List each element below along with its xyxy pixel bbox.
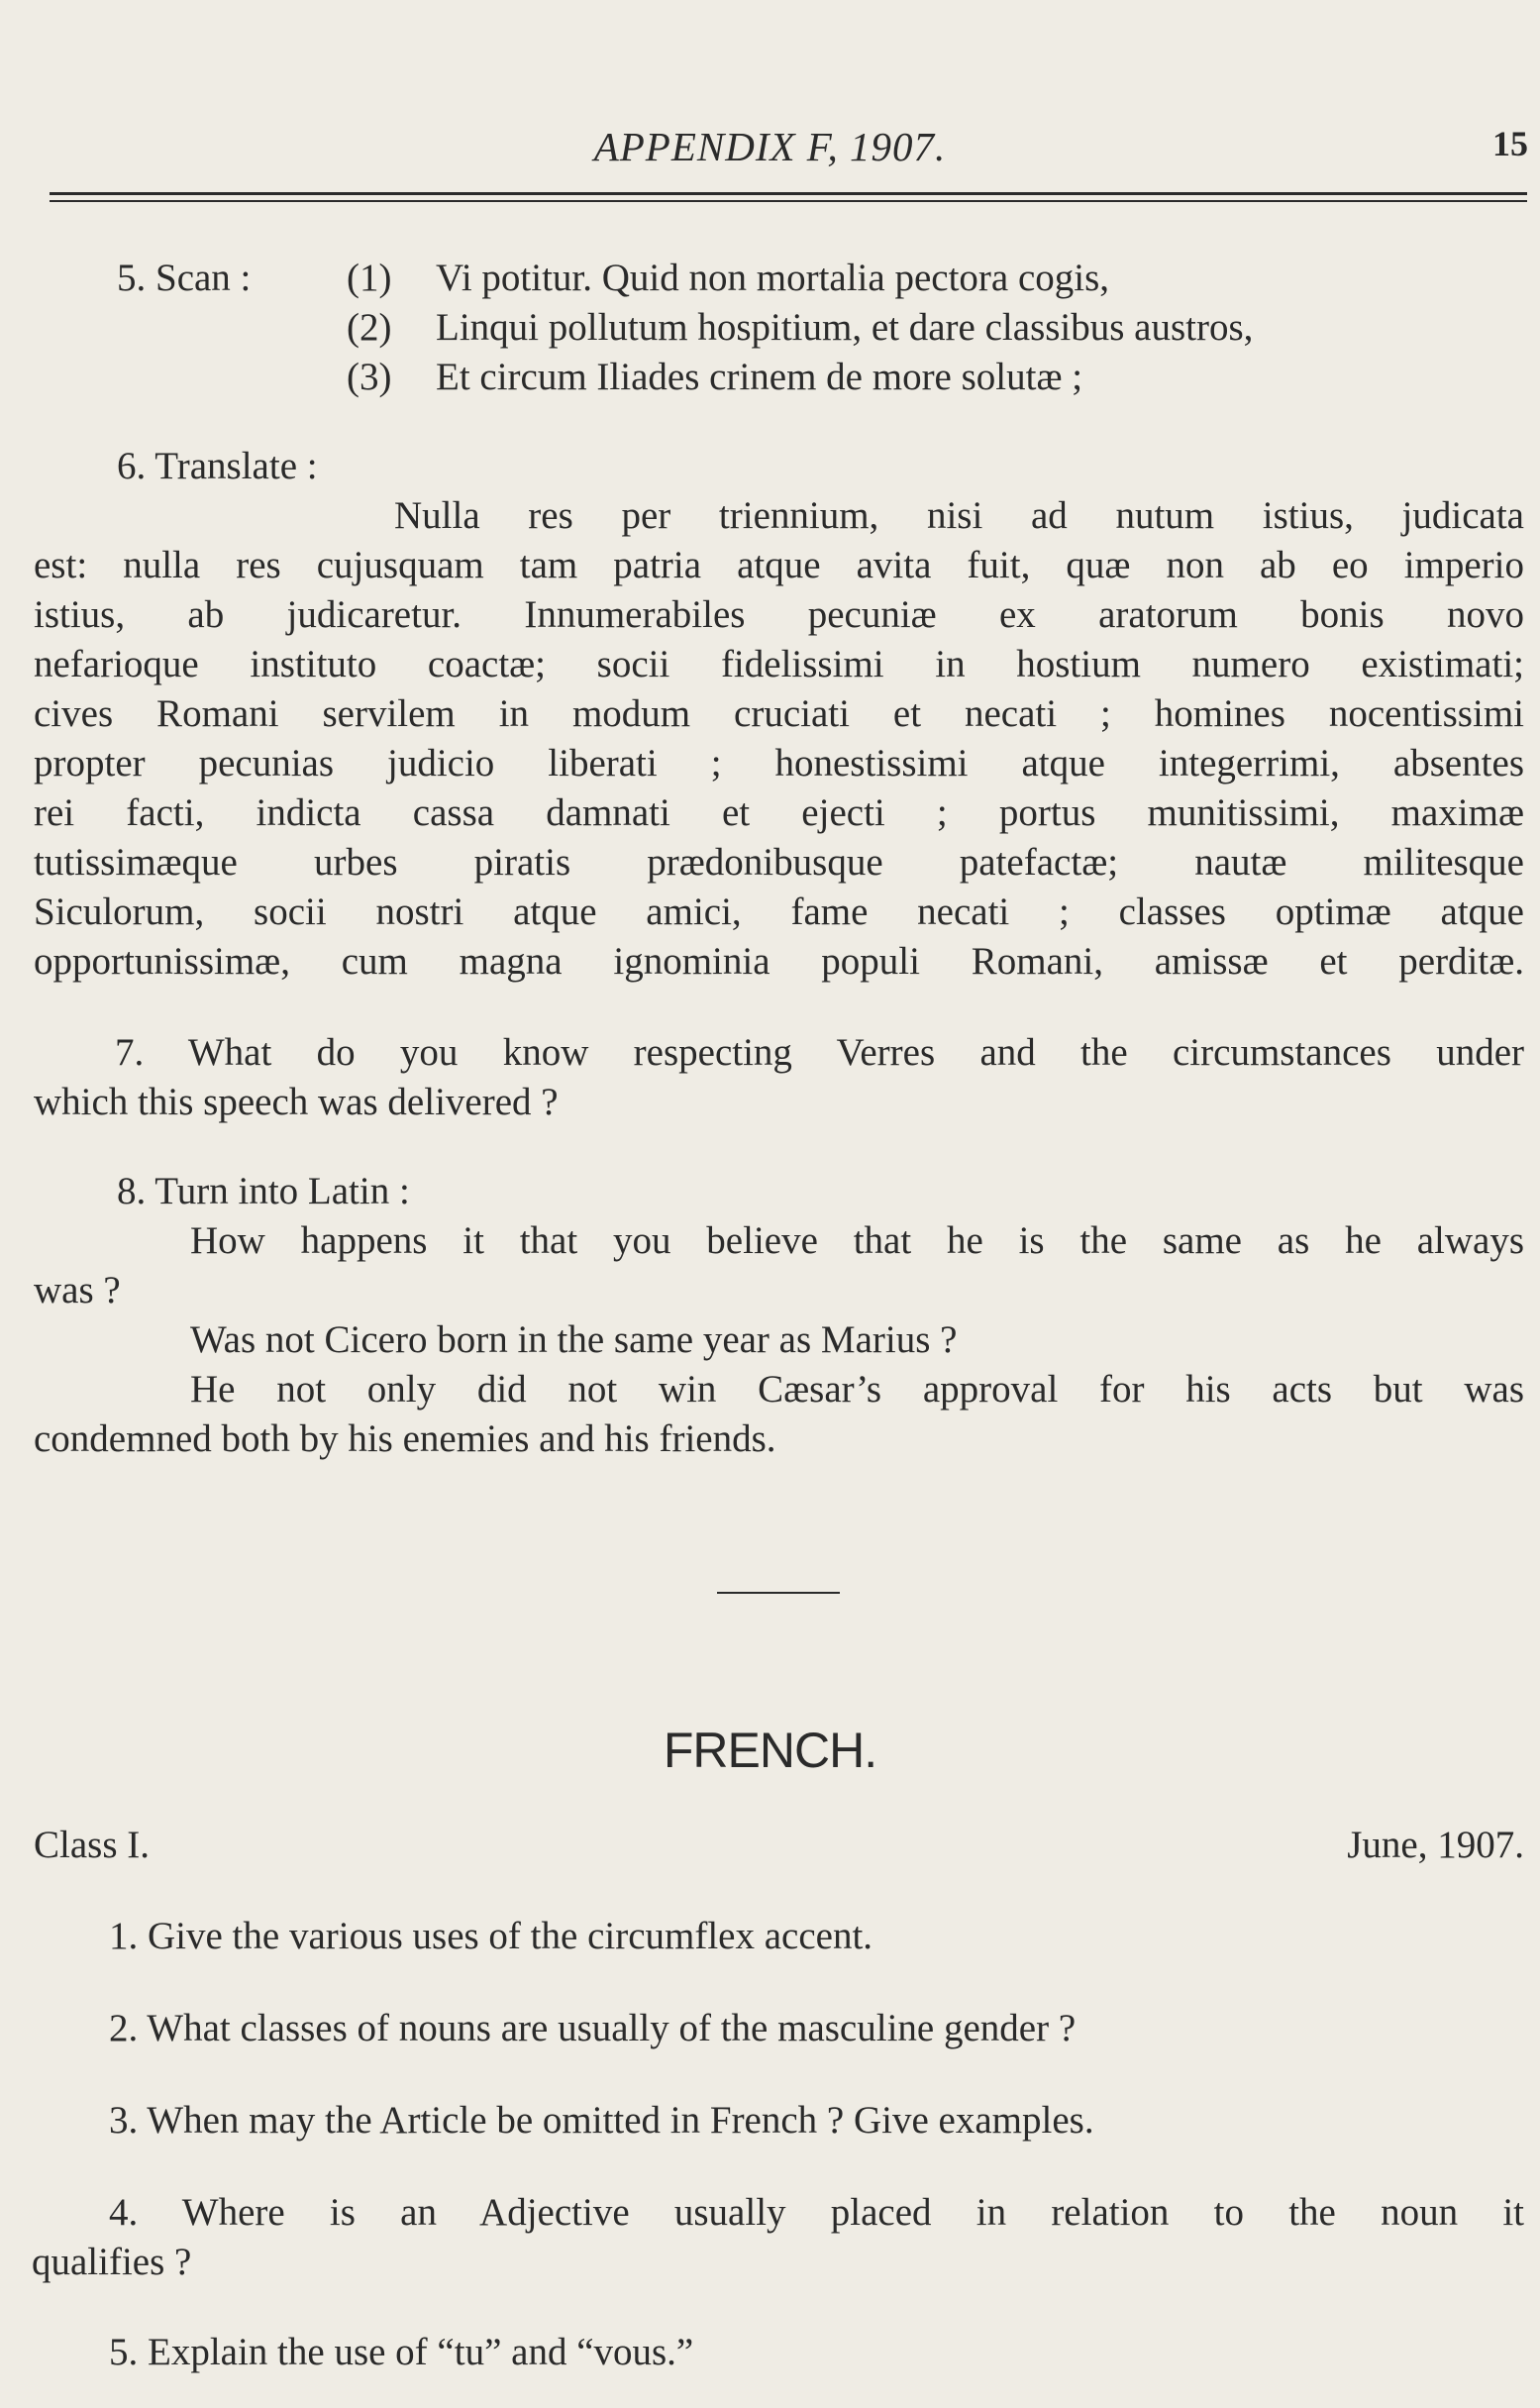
french-question-4-cont: qualifies ?	[32, 2241, 192, 2283]
q6-line: rei facti, indicta cassa damnati et ejecti ; portus munitissimi, maximæ	[34, 791, 1524, 834]
verse-text: Et circum Iliades crinem de more solutæ ;	[436, 356, 1083, 398]
french-question-3: 3. When may the Article be omitted in French ? Give examples.	[109, 2099, 1094, 2142]
q6-line: tutissimæque urbes piratis prædonibusque patefactæ; nautæ militesque	[34, 841, 1524, 884]
q6-line: cives Romani servilem in modum cruciati et necati ; homines nocentissimi	[34, 692, 1524, 735]
q6-line: est: nulla res cujusquam tam patria atque avita fuit, quæ non ab eo imperio	[34, 544, 1524, 586]
q7-line: 7. What do you know respecting Verres and the circumstances under	[115, 1031, 1524, 1074]
french-question-2: 2. What classes of nouns are usually of the masculine gender ?	[109, 2007, 1077, 2049]
q8-sentence-1: How happens it that you believe that he is the same as he always	[190, 1219, 1524, 1262]
q6-line: opportunissimæ, cum magna ignominia populi Romani, amissæ et perditæ.	[34, 940, 1524, 983]
verse-line	[347, 353, 1253, 402]
french-question-4: 4. Where is an Adjective usually placed in relation to the noun it	[109, 2191, 1524, 2234]
q6-line: propter pecunias judicio liberati ; honestissimi atque integerrimi, absentes	[34, 742, 1524, 785]
header-rule-top	[50, 192, 1527, 195]
q6-line: istius, ab judicaretur. Innumerabiles pecuniæ ex aratorum bonis novo	[34, 593, 1524, 636]
q6-label-text: 6. Translate :	[117, 445, 318, 487]
page-header	[0, 117, 1540, 176]
q6-label	[34, 442, 1524, 491]
q5-label: 5. Scan :	[117, 257, 252, 299]
verse-number: (3)	[347, 356, 392, 398]
q8-label: 8. Turn into Latin :	[117, 1170, 410, 1212]
q6-line: nefarioque instituto coactæ; socii fidelissimi in hostium numero existimati;	[34, 643, 1524, 685]
q8-sentence-3: He not only did not win Cæsar’s approval for his acts but was	[190, 1368, 1524, 1411]
verse-line	[347, 254, 1253, 303]
verse-number: (1)	[347, 257, 392, 299]
header-rule-bottom	[50, 200, 1527, 202]
verse-text: Vi potitur. Quid non mortalia pectora cogis,	[436, 257, 1110, 299]
exam-date: June, 1907.	[1347, 1824, 1524, 1866]
section-divider	[717, 1592, 840, 1594]
q7-line: which this speech was delivered ?	[34, 1081, 559, 1123]
section-title-french: FRENCH.	[663, 1723, 877, 1778]
q8-sentence-1-cont: was ?	[34, 1269, 121, 1311]
q6-line: Siculorum, socii nostri atque amici, fame necati ; classes optimæ atque	[34, 890, 1524, 933]
running-head: APPENDIX F, 1907.	[593, 124, 947, 169]
verse-text: Linqui pollutum hospitium, et dare classibus austros,	[436, 306, 1254, 349]
verse-line	[347, 303, 1253, 353]
q5-verse-lines	[347, 254, 1253, 402]
q8-sentence-3-cont: condemned both by his enemies and his friends.	[34, 1417, 776, 1460]
french-question-1: 1. Give the various uses of the circumflex accent.	[109, 1915, 873, 1957]
french-question-5: 5. Explain the use of “tu” and “vous.”	[109, 2331, 694, 2373]
page-number: 15	[1492, 124, 1528, 163]
q6-line: Nulla res per triennium, nisi ad nutum istius, judicata	[394, 494, 1524, 537]
class-label: Class I.	[34, 1824, 150, 1866]
verse-number: (2)	[347, 306, 392, 349]
q8-sentence-2: Was not Cicero born in the same year as Marius ?	[190, 1318, 958, 1361]
